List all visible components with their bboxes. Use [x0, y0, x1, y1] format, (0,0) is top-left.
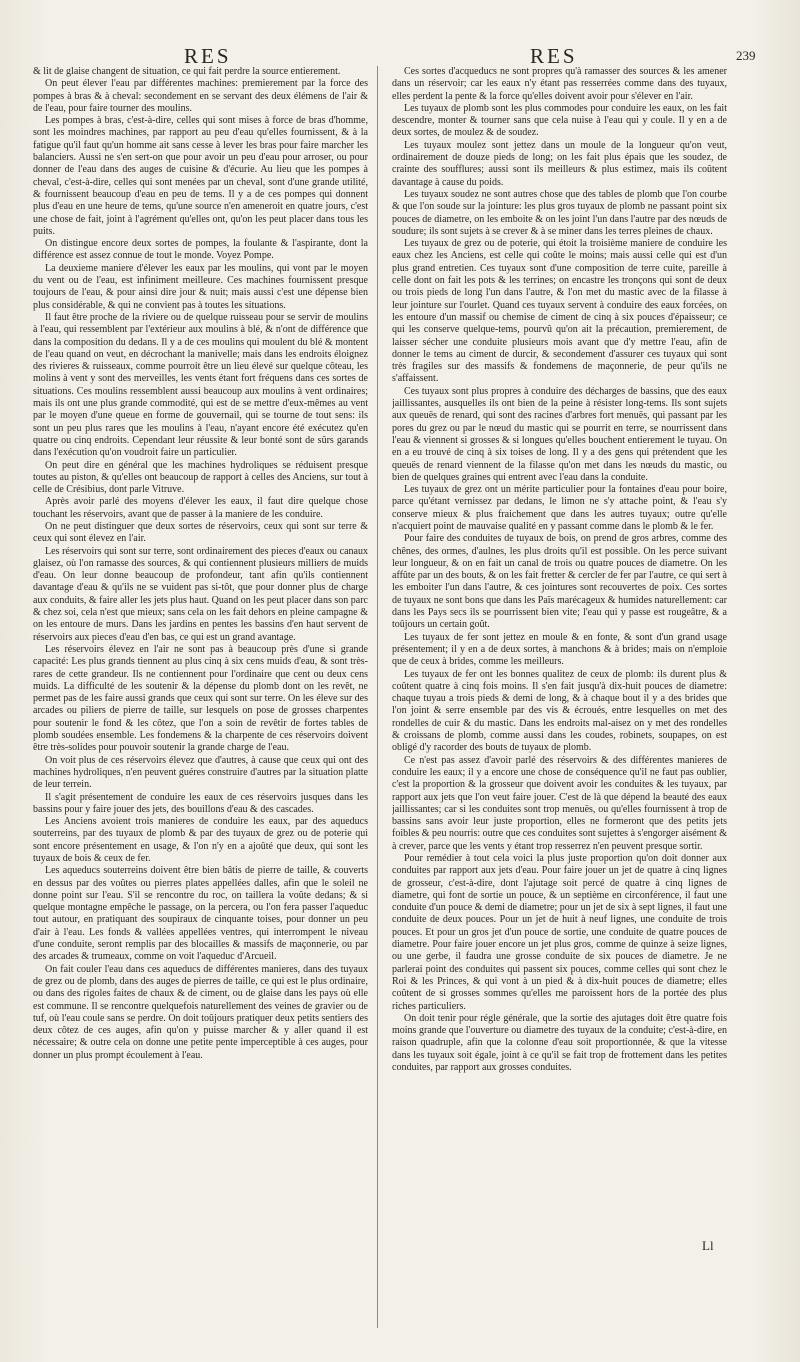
paragraph: Les tuyaux moulez sont jettez dans un moule de la longueur qu'on veut, ordinairement de douze pieds de long; on les fait plus épais que les soudez, de crainte des soufflures; aussi sont ils meilleurs & plus estimez, mais ils coûtent davantage à cause du poids.: [392, 139, 727, 188]
paragraph: Les Anciens avoient trois manieres de conduire les eaux, par des aqueducs souterreins, par des tuyaux de plomb & par des tuyaux de grez ou de poterie qui sont encore présentement en usage, & l'on n'y en a ajoûté que deux, qui sont les tuyaux de bois & ceux de fer.: [33, 816, 368, 864]
paragraph: On peut dire en général que les machines hydroliques se réduisent presque toutes au piston, & qu'elles ont beaucoup de rapport à celles des Anciens, sur tout à celle de Crésibius, dont parle Vitruve.: [33, 459, 368, 496]
paragraph: On distingue encore deux sortes de pompes, la foulante & l'aspirante, dont la différence est assez connue de tout le monde. Voyez Pompe.: [33, 238, 368, 262]
paragraph: Les tuyaux de fer sont jettez en moule & en fonte, & sont d'un grand usage présentement; il y en a de deux sortes, à manchons & à brides; mais on n'emploie que de ceux à brides, comme les meilleurs.: [392, 631, 727, 668]
paragraph: On doit tenir pour régle générale, que la sortie des ajutages doit être quatre fois moins grande que l'ouverture ou diametre des tuyaux de la conduite; c'est-à-dire, en raison quadruple, afin que la colonne d'eau soit proportionnée, & que la vitesse dans les tuyaux soit égale, joint à ce qu'il se fait trop de frottement dans les petites conduites, par rapport aux grosses conduites.: [392, 1012, 727, 1074]
left-column: [33, 66, 368, 1336]
paragraph: Les tuyaux de grez ont un mérite particulier pour la fontaines d'eau pour boire, parce qu'étant vernissez par dedans, le limon ne s'y attache point, & l'eau s'y conserve mieux & plus fraichement que dans les autres tuyaux; outre qu'elle n'acquiert point de mauvaise qualité en y passant comme dans le plomb & le fer.: [392, 484, 727, 532]
page-number: 239: [736, 48, 756, 63]
paragraph: Ces tuyaux sont plus propres à conduire des décharges de bassins, que des eaux jaillissantes, ausquelles ils ont bien de la peine à résister long-tems. Ils sont sujets aux queuës de renard, qui sont des racines d'arbres fort menuës, qui passant par les pores du grez ou par le nœud du mastic qui se pourrit en terre, se nourrissent dans l'eau & viennent si grosses & si longues qu'elles bouchent entierement le tuyau. On en a eu trouvé de cinq à six toises de long. Il y a des gens qui prétendent que les queuës de renard viennent de la filasse qu'on met dans les nœuds du mastic, ou bien de quelques graines qui entrent avec l'eau dans la conduite.: [392, 385, 727, 483]
paragraph: Pour faire des conduites de tuyaux de bois, on prend de gros arbres, comme des chênes, des ormes, d'aulnes, les plus droits qu'il est possible. On les perce suivant leur longueur, & on en fait un canal de trois ou quatre pouces de diametre. On les affûte par un des bouts, & on les fait fretter & cercler de fer par l'autre, ce qui sert à les emboiter l'un dans l'autre, & ces jointures sont recouvertes de poix. Ces sortes de tuyaux ne sont bons que dans les Païs marécageux & humides naturellement: car dans les Pays secs ils se pourrissent bien vite; l'eau qui y passe est rougeâtre, & a toûjours un certain goût.: [392, 533, 727, 631]
right-column: [392, 66, 727, 1336]
paragraph: La deuxieme maniere d'élever les eaux par les moulins, qui vont par le moyen du vent ou de l'eau, est infiniment meilleure. Ces machines fournissent presque toujours de l'eau, & pour ainsi dire jour & nuit; mais aussi c'est une dépense bien plus considérable, & qui ne convient pas à toutes les situations.: [33, 262, 368, 311]
paragraph: Après avoir parlé des moyens d'élever les eaux, il faut dire quelque chose touchant les réservoirs, avant que de passer à la maniere de les conduire.: [33, 496, 368, 520]
paragraph: Pour remédier à tout cela voici la plus juste proportion qu'on doit donner aux conduites par rapport aux jets d'eau. Pour faire jouer un jet de quatre à cinq lignes de grosseur, c'est-à-dire, dont l'ajutage soit percé de quatre à cinq lignes de diametre, qui font de sortie un pouce, & un septième en circonférence, il faut une conduite d'un pouce & demi de diametre; pour un jet de six à sept lignes, il faut une conduite de deux pouces. Pour un jet de huit à neuf lignes, une conduite de trois pouces. Et pour un gros jet d'un pouce de sortie, une conduite de quatre pouces de diametre. Pour faire jouer encore un jet plus gros, comme de quinze à seize lignes, ou une gerbe, il faudra une grosse conduite de six pouces de diametre. Je ne parlerai point des conduites qui passent six pouces, comme celles qui sont chez le Roi & les Princes, & qui vont à un pied & à dix-huit pouces de diametre; elles coûtent de si grosses sommes qu'elles me paroissent hors de la portée des plus riches particuliers.: [392, 853, 727, 1012]
paragraph: On ne peut distinguer que deux sortes de réservoirs, ceux qui sont sur terre & ceux qui sont élevez en l'air.: [33, 520, 368, 545]
paragraph: Ce n'est pas assez d'avoir parlé des réservoirs & des différentes manieres de conduire les eaux; il y a encore une chose de conséquence qu'il ne faut pas oublier, c'est la proportion & la grosseur que doivent avoir les conduites & les tuyaux, par rapport aux jets que l'on veut faire jouer. C'est de là que dépend la beauté des eaux jaillissantes; car si les conduites sont trop menuës, ou qu'elles fournissent à trop de bassins sans avoir leur juste proportion, elles ne formeront que des petits jets foibles & peu nourris: outre que ces conduites sont sujettes à s'engorger aisément & à crever, parce que les vents y étant trop resserrez n'en peuvent presque sortir.: [392, 754, 727, 852]
running-head-left: RES: [184, 44, 232, 68]
paragraph: Les aqueducs souterreins doivent être bien bâtis de pierre de taille, & couverts en dessus par des voûtes ou pierres plates appellées dalles, afin que le soleil ne donne point sur l'eau. S'il se rencontre du roc, on taillera la voûte dedans; & si quelque montagne empêche le passage, on la percera, ou l'on fera passer l'aqueduc tout autour, en pratiquant des soupiraux de cinquante toises, pour donner un peu d'air à l'eau. Les fonds & vallées appellées ventres, qui interrompent le niveau d'une conduite, seront remplis par des blocailles & massifs de maçonnerie, ou par des arcades & trumeaux, comme on voit l'aqueduc d'Arcueil.: [33, 865, 368, 963]
paragraph: Les tuyaux soudez ne sont autres chose que des tables de plomb que l'on courbe & que l'on soude sur la jointure: les plus gros tuyaux de plomb ne passant point six pouces de diametre, on les emboite & on les joint l'un dans l'autre par des nœuds de soudure; ils sont sujets à se crever & à se miner dans les terres pleines de chaux.: [392, 188, 727, 237]
paragraph: On voit plus de ces réservoirs élevez que d'autres, à cause que ceux qui ont des machines hydroliques, n'en peuvent guéres construire d'autres par la situation platte de leur terrein.: [33, 754, 368, 791]
paragraph: Les réservoirs élevez en l'air ne sont pas à beaucoup près d'une si grande capacité: Les plus grands tiennent au plus cinq à six cens muids d'eau, & sont très-rares de cette grandeur. Ils ne contiennent pour l'ordinaire que cent ou deux cens muids. La difficulté de les soutenir & la dépense du plomb dont on les revêt, ne permet pas de les faire aussi grands que ceux qui sont sur terre. On les éleve sur des arcades ou piliers de pierre de taille, sur lesquels on pose de grosses charpentes pour soutenir le fond & les côtez, que l'on a soin de revêtir de fortes tables de plomb soudées ensemble. Les fondemens & la charpente de ces réservoirs doivent être très-solides pour pouvoir soutenir la grande charge de l'eau.: [33, 643, 368, 754]
paragraph: Il s'agit présentement de conduire les eaux de ces réservoirs jusques dans les bassins pour y faire jouer des jets, des bouillons d'eau & des cascades.: [33, 791, 368, 815]
running-head-right: RES: [530, 44, 578, 68]
signature-mark: Ll: [702, 1238, 714, 1253]
paragraph: On fait couler l'eau dans ces aqueducs de différentes manieres, dans des tuyaux de grez ou de plomb, dans des auges de pierres de taille, ce qui est le plus ordinaire, ou dans des rigoles faites de chaux & de ciment, ou de glaise dans les pays où elle est commune. Il se rencontre quelquefois naturellement des veines de gravier ou de tuf, où l'eau coule sans se perdre. On doit toûjours pratiquer deux petits sentiers des deux côtez de ces auges, afin qu'on y puisse marcher & y aller quand il est nécessaire; & outre cela on donne une petite pente imperceptible à ces auges, pour donner un plus prompt écoulement à l'eau.: [33, 963, 368, 1061]
paragraph: & lit de glaise changent de situation, ce qui fait perdre la source entierement.: [33, 66, 341, 77]
paragraph: Ces sortes d'acqueducs ne sont propres qu'à ramasser des sources & les amener dans un réservoir; car les eaux n'y étant pas resserrées comme dans des tuyaux, elles perdent la pente & la force qu'elles doivent avoir pour s'élever en l'air.: [392, 66, 727, 102]
paragraph: Les tuyaux de plomb sont les plus commodes pour conduire les eaux, on les fait descendre, monter & tourner sans que cela nuise à l'eau qui y coule. Il y en a de deux sortes, de moulez & de soudez.: [392, 102, 727, 139]
paragraph: Les tuyaux de fer ont les bonnes qualitez de ceux de plomb: ils durent plus & coûtent quatre à cinq fois moins. Il s'en fait jusqu'à dix-huit pouces de diametre: chaque tuyau a trois pieds & demi de long, & à chaque bout il y a des brides que l'on joint & serre ensemble par des vis & écroués, entre lesquelles on met des rondelles de cuir & du mastic. Dans les endroits mal-aisez on y met des rondelles & croissans de plomb, comme aussi dans les coudes, robinets, soupapes, on est obligé d'y racorder des bouts de tuyaux de plomb.: [392, 668, 727, 754]
paragraph: Les pompes à bras, c'est-à-dire, celles qui sont mises à force de bras d'homme, sont les moindres machines, par rapport au peu d'eau qu'elles fournissent, & à la fatigue qu'il faut qu'un homme ait sans cesse à lever les bras pour faire marcher les balanciers. Aussi ne s'en sert-on que pour avoir un peu d'eau pour arroser, ou pour donner de l'eau dans des auges de cuisine & d'écurie. Au lieu que les pompes à cheval, c'est-à-dire, celles qui sont menées par un cheval, sont d'une grande utilité, & fournissent beaucoup d'eau en peu de tems. Il y a de ces pompes qui donnent plus d'eau en une heure de tems, qu'une source n'en ameneroit en quatre jours, c'est une chose de fait, joint à l'agrément qu'elles ont, qu'on les peut placer dans tous les puits.: [33, 115, 368, 237]
paragraph: Il faut être proche de la riviere ou de quelque ruisseau pour se servir de moulins à l'eau, qui ressemblent par l'extérieur aux moulins à blé, & n'ont de différence que dans la composition du dedans. Il y a de ces moulins qui moulent du blé & montent de l'eau quand on veut, en décrochant la manivelle; mais dans les endroits éloignez des rivieres & ruisseaux, comme pourroit être un lieu élevé sur quelque côteau, les molins à vent y sont des merveilles, les vents étant fort fréquens dans ces sortes de situations. Ces moulins ressemblent aussi beaucoup aux moulins à vent ordinaires; mais ils ont une plus grande commodité, qui est de se mettre d'eux-mêmes au vent par le moyen d'une queue en forme de gouvernail, qui se tourne de tout sens: ils sont un peu plus rares que les moulins à l'eau, n'ayant encore été exécutez qu'en quatre ou cinq endroits. Cependant leur réussite & leur bonté sont de sûrs garands dans l'exécution qu'on voudroit faire un particulier.: [33, 311, 368, 459]
paragraph: Les réservoirs qui sont sur terre, sont ordinairement des pieces d'eaux ou canaux glaisez, où l'on ramasse des sources, & qui contiennent plusieurs milliers de muids d'eau. On leur donne beaucoup de profondeur, tant afin qu'ils contiennent davantage d'eau & qu'ils ne se vuident pas si-tôt, que pour donner plus de charge aux conduits, & faire aller les jets plus haut. Quand on les peut placer dans son parc & chez soi, cela n'est que mieux; sans cela on les fait dehors en pleine campagne & on les entoure de murs. Dans les jardins en pentes les bassins d'en haut servent de réservoirs aux pieces d'eau d'en bas, ce qui est un grand avantage.: [33, 545, 368, 643]
paragraph: On peut élever l'eau par différentes machines: premierement par la force des pompes à bras & à cheval: secondement en se servant des deux élémens de l'air & de l'eau, pour faire tourner des moulins.: [33, 78, 368, 114]
column-divider: [377, 66, 378, 1328]
paragraph: Les tuyaux de grez ou de poterie, qui étoit la troisième maniere de conduire les eaux chez les Anciens, est celle qui coûte le moins; mais aussi celle qui est d'un plus grand entretien. Ces tuyaux sont d'une composition de terre cuite, pareille à celle dont on fait les pots & les terrines; on encastre les tronçons qui sont de deux ou trois pieds de long l'un dans l'autre, & l'on met du mastic avec de la filasse à leur jointure sur l'ourlet. Quand ces tuyaux servent à conduire des eaux forcées, on les entoure d'un massif ou chemise de ciment de cinq à six pouces d'épaisseur; ce qui les conserve quelque-tems, pourvû qu'on ait la précaution, premierement, de laisser sécher une conduite plusieurs mois avant que d'y mettre l'eau, afin de donner le tems au ciment de durcir, & secondement d'assurer ces tuyaux qui sont très fragiles sur des massifs & fondemens de maçonnerie, de peur qu'ils ne s'affaissent.: [392, 238, 727, 385]
